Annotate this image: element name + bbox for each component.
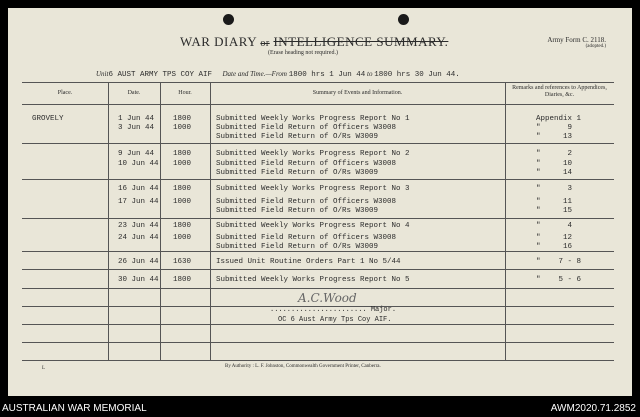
row-rule bbox=[22, 251, 614, 252]
row-rule bbox=[22, 143, 614, 144]
col-header-date: Date. bbox=[127, 90, 141, 96]
form-adopted: (adopted.) bbox=[585, 44, 606, 49]
datetime-label: Date and Time.—From bbox=[222, 70, 287, 78]
entry-date: 10 Jun 44 bbox=[118, 160, 159, 168]
entry-date: 9 Jun 44 bbox=[118, 150, 155, 158]
army-form-label bbox=[546, 36, 606, 49]
col-header-hour: Hour. bbox=[178, 90, 192, 96]
entry-hour: 1800 bbox=[173, 115, 192, 123]
entry-appendix-ref: " 13 bbox=[536, 133, 573, 141]
entry-summary-line: Submitted Weekly Works Progress Report No 3 bbox=[216, 185, 410, 193]
unit-label: Unit bbox=[96, 70, 109, 78]
entry-appendix-ref: " 15 bbox=[536, 207, 573, 215]
entry-appendix-ref: " 7 - 8 bbox=[536, 258, 582, 266]
entry-date: 23 Jun 44 bbox=[118, 222, 159, 230]
entry-appendix-ref: " 3 bbox=[536, 185, 573, 193]
entry-summary-line: Submitted Weekly Works Progress Report No 4 bbox=[216, 222, 410, 230]
entry-date: 26 Jun 44 bbox=[118, 258, 159, 266]
entry-appendix-ref: " 9 bbox=[536, 124, 573, 132]
entry-summary-line: Submitted Field Return of Officers W3008 bbox=[216, 198, 397, 206]
title-or: or bbox=[260, 38, 270, 49]
table-top-rule bbox=[22, 82, 614, 83]
punch-hole-left bbox=[223, 14, 234, 25]
row-rule bbox=[22, 218, 614, 219]
entry-summary-line: Submitted Field Return of O/Rs W3009 bbox=[216, 169, 379, 177]
entry-appendix-ref: " 10 bbox=[536, 160, 573, 168]
row-rule bbox=[22, 342, 614, 343]
punch-hole-right bbox=[398, 14, 409, 25]
entry-summary-line: Submitted Field Return of Officers W3008 bbox=[216, 160, 397, 168]
unit-line bbox=[96, 70, 460, 79]
entry-summary-line: Issued Unit Routine Orders Part 1 No 5/44 bbox=[216, 258, 401, 266]
entry-appendix-ref: " 2 bbox=[536, 150, 573, 158]
entry-date: 1 Jun 44 bbox=[118, 115, 155, 123]
entry-hour: 1800 bbox=[173, 222, 192, 230]
entry-appendix-ref: " 4 bbox=[536, 222, 573, 230]
form-name: Army Form C. 2118. bbox=[547, 36, 606, 44]
caption-accession: AWM2020.71.2852 bbox=[550, 403, 636, 414]
entry-hour: 1000 bbox=[173, 234, 192, 242]
entry-date: 17 Jun 44 bbox=[118, 198, 159, 206]
entry-date: 24 Jun 44 bbox=[118, 234, 159, 242]
entry-hour: 1800 bbox=[173, 276, 192, 284]
entry-hour: 1800 bbox=[173, 185, 192, 193]
to-value: 1800 hrs 30 Jun 44. bbox=[374, 71, 460, 79]
entry-hour: 1630 bbox=[173, 258, 192, 266]
entry-date: 3 Jun 44 bbox=[118, 124, 155, 132]
entry-date: 30 Jun 44 bbox=[118, 276, 159, 284]
col-header-remarks: Remarks and references to Appendices, Diaries, &c. bbox=[512, 85, 607, 98]
entry-summary-line: Submitted Field Return of O/Rs W3009 bbox=[216, 133, 379, 141]
col-divider-1 bbox=[108, 82, 109, 360]
title-war-diary: WAR DIARY bbox=[180, 34, 257, 49]
row-rule bbox=[22, 269, 614, 270]
col-divider-4 bbox=[505, 82, 506, 360]
entry-summary-line: Submitted Weekly Works Progress Report No 2 bbox=[216, 150, 410, 158]
page-title bbox=[180, 34, 448, 50]
corner-mark: L bbox=[42, 366, 46, 371]
signature-rank-line: ....................... Major. bbox=[270, 306, 397, 314]
row-rule bbox=[22, 288, 614, 289]
to-label: to bbox=[367, 70, 373, 78]
entry-summary-line: Submitted Field Return of Officers W3008 bbox=[216, 124, 397, 132]
col-header-place: Place. bbox=[57, 90, 73, 96]
col-header-summary: Summary of Events and Information. bbox=[312, 90, 403, 96]
entry-hour: 1000 bbox=[173, 160, 192, 168]
from-value: 1800 hrs 1 Jun 44 bbox=[288, 71, 366, 79]
entry-appendix-ref: " 5 - 6 bbox=[536, 276, 582, 284]
entry-date: 16 Jun 44 bbox=[118, 185, 159, 193]
entry-appendix-ref: " 16 bbox=[536, 243, 573, 251]
signature-unit-line: OC 6 Aust Army Tps Coy AIF. bbox=[278, 316, 392, 324]
row-rule bbox=[22, 324, 614, 325]
col-divider-2 bbox=[160, 82, 161, 360]
entry-appendix-ref: " 14 bbox=[536, 169, 573, 177]
entry-hour: 1000 bbox=[173, 124, 192, 132]
entry-hour: 1000 bbox=[173, 198, 192, 206]
row-rule bbox=[22, 179, 614, 180]
entry-appendix-ref: " 12 bbox=[536, 234, 573, 242]
handwritten-signature: A.C.Wood bbox=[298, 291, 357, 305]
entry-place: GROVELY bbox=[32, 115, 64, 123]
unit-value: 6 AUST ARMY TPS COY AIF bbox=[108, 71, 212, 79]
entry-summary-line: Submitted Weekly Works Progress Report No 5 bbox=[216, 276, 410, 284]
entry-appendix-ref: " 11 bbox=[536, 198, 573, 206]
entry-summary-line: Submitted Field Return of O/Rs W3009 bbox=[216, 207, 379, 215]
title-intelligence-summary: INTELLIGENCE SUMMARY. bbox=[273, 34, 449, 49]
printer-footer: By Authority : L. F. Johnston, Commonwealth Government Printer, Canberra. bbox=[225, 364, 381, 369]
table-bottom-rule bbox=[22, 360, 614, 361]
entry-summary-line: Submitted Field Return of O/Rs W3009 bbox=[216, 243, 379, 251]
col-divider-3 bbox=[210, 82, 211, 360]
entry-hour: 1800 bbox=[173, 150, 192, 158]
header-bottom-rule bbox=[22, 104, 614, 105]
entry-appendix-ref: Appendix 1 bbox=[536, 115, 582, 123]
caption-institution: AUSTRALIAN WAR MEMORIAL bbox=[2, 403, 147, 414]
entry-summary-line: Submitted Field Return of Officers W3008 bbox=[216, 234, 397, 242]
entry-summary-line: Submitted Weekly Works Progress Report No 1 bbox=[216, 115, 410, 123]
erase-note: (Erase heading not required.) bbox=[268, 50, 338, 56]
